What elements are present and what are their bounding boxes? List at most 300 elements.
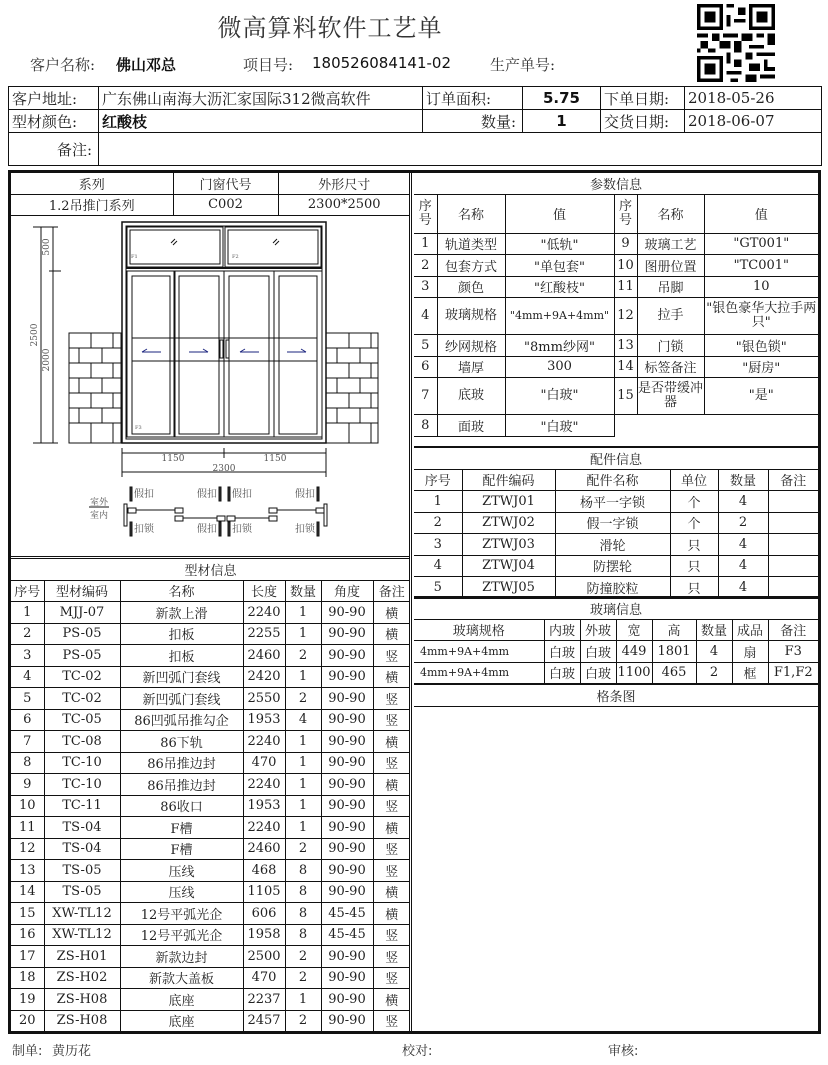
table-cell: TS-05	[44, 881, 120, 903]
table-cell: 框	[732, 662, 768, 684]
table-cell: 竖	[373, 946, 410, 968]
fake-lock-label: 假扣	[197, 489, 217, 500]
project-no-value: 180526084141-02	[312, 54, 452, 72]
fake-lock-label: 假扣	[197, 524, 217, 535]
table-cell: 2	[285, 946, 321, 968]
table-cell: 竖	[373, 967, 410, 989]
table-cell: 竖	[373, 709, 410, 731]
table-cell: 6	[414, 356, 437, 378]
table-row	[11, 860, 410, 882]
table-cell: 90-90	[321, 1010, 373, 1032]
table-cell: 2255	[243, 623, 285, 645]
table-cell: "是"	[704, 378, 818, 415]
table-cell: "银色豪华大拉手两只"	[704, 298, 818, 335]
column-header: 序号	[614, 194, 637, 233]
table-cell: ZS-H08	[44, 989, 120, 1011]
production-no-label: 生产单号:	[490, 56, 556, 74]
table-cell: 4mm+9A+4mm	[414, 662, 544, 684]
table-cell: 拉手	[637, 298, 704, 335]
table-cell: F1,F2	[768, 662, 818, 684]
table-cell	[768, 512, 818, 534]
table-cell: PS-05	[44, 623, 120, 645]
table-cell: 滑轮	[555, 534, 670, 556]
color-value: 红酸枝	[99, 110, 423, 133]
table-row	[11, 924, 410, 946]
color-label: 型材颜色:	[9, 110, 99, 133]
table-cell: ZTWJ04	[462, 555, 555, 577]
table-cell: 2457	[243, 1010, 285, 1032]
table-cell: 防撞胶粒	[555, 577, 670, 599]
table-cell: 12	[614, 298, 637, 335]
table-cell: 90-90	[321, 860, 373, 882]
table-cell: 4	[696, 641, 732, 663]
table-cell: "单包套"	[505, 255, 614, 277]
table-row	[11, 623, 410, 645]
table-cell: 横	[373, 731, 410, 753]
series-value: 1.2吊推门系列	[11, 194, 173, 216]
table-cell: 9	[614, 233, 637, 255]
table-cell: 横	[373, 623, 410, 645]
table-row	[414, 378, 818, 415]
remark-value	[99, 133, 822, 166]
table-cell: 横	[373, 817, 410, 839]
table-cell: 90-90	[321, 602, 373, 624]
dim-total-width: 2300	[212, 464, 236, 474]
table-cell: 449	[616, 641, 652, 663]
table-cell: 90-90	[321, 967, 373, 989]
column-header: 名称	[120, 580, 243, 602]
table-cell: 8	[285, 881, 321, 903]
table-row	[11, 1010, 410, 1032]
table-cell: 1100	[616, 662, 652, 684]
table-cell: 90-90	[321, 946, 373, 968]
table-cell: 9	[11, 774, 44, 796]
dimension-value: 2300*2500	[278, 194, 410, 216]
table-cell: 8	[414, 415, 437, 437]
table-cell: 2460	[243, 645, 285, 667]
table-cell: 1953	[243, 795, 285, 817]
table-cell: XW-TL12	[44, 924, 120, 946]
table-cell: 2	[414, 255, 437, 277]
maker-value: 黄历花	[52, 1044, 92, 1059]
table-row	[414, 662, 818, 684]
column-header: 值	[505, 194, 614, 233]
table-cell: 1801	[652, 641, 696, 663]
table-cell: 10	[614, 255, 637, 277]
table-cell: 白玻	[544, 662, 580, 684]
table-cell: 13	[614, 335, 637, 357]
table-cell: 15	[11, 903, 44, 925]
table-cell: 横	[373, 602, 410, 624]
table-cell: 只	[670, 577, 718, 599]
table-cell: 10	[704, 276, 818, 298]
table-row	[414, 335, 818, 357]
table-row	[414, 276, 818, 298]
customer-name-value: 佛山邓总	[116, 56, 177, 74]
table-cell: 吊脚	[637, 276, 704, 298]
dim-top-height: 500	[42, 238, 52, 256]
table-cell: 45-45	[321, 924, 373, 946]
table-row	[11, 903, 410, 925]
table-cell: 图册位置	[637, 255, 704, 277]
table-cell: 45-45	[321, 903, 373, 925]
table-cell: 1	[11, 602, 44, 624]
table-cell: 20	[11, 1010, 44, 1032]
table-cell: 1	[285, 795, 321, 817]
table-cell: 1	[285, 623, 321, 645]
table-row	[414, 298, 818, 335]
table-cell: "8mm纱网"	[505, 335, 614, 357]
table-cell	[768, 577, 818, 599]
table-cell: 606	[243, 903, 285, 925]
table-row	[414, 512, 818, 534]
table-cell: 18	[11, 967, 44, 989]
table-row	[11, 946, 410, 968]
window-drawing	[11, 215, 410, 555]
table-cell: 2240	[243, 731, 285, 753]
table-cell: F槽	[120, 838, 243, 860]
table-cell: 2	[414, 512, 462, 534]
series-header: 系列	[11, 173, 173, 194]
maker-label: 制单:	[12, 1044, 43, 1059]
table-cell: 标签备注	[637, 356, 704, 378]
table-cell: 新款上滑	[120, 602, 243, 624]
qty-value: 1	[523, 110, 601, 133]
table-cell: 2240	[243, 817, 285, 839]
params-header-row	[414, 194, 818, 233]
table-cell: 17	[11, 946, 44, 968]
table-cell: 竖	[373, 1010, 410, 1032]
table-cell: 2240	[243, 774, 285, 796]
lock-label: 扣锁	[232, 524, 252, 535]
table-cell: ZS-H02	[44, 967, 120, 989]
table-cell: 90-90	[321, 709, 373, 731]
table-row	[11, 774, 410, 796]
table-row	[414, 356, 818, 378]
table-cell: 2	[285, 688, 321, 710]
table-cell: 是否带缓冲器	[637, 378, 704, 415]
table-cell: 2550	[243, 688, 285, 710]
table-cell: TS-04	[44, 838, 120, 860]
table-cell: 1	[285, 774, 321, 796]
table-cell: 竖	[373, 688, 410, 710]
checker-label: 校对:	[402, 1044, 433, 1059]
table-row	[414, 491, 818, 513]
area-value: 5.75	[523, 87, 601, 110]
table-cell: 90-90	[321, 688, 373, 710]
table-cell: 新款边封	[120, 946, 243, 968]
table-cell: 2420	[243, 666, 285, 688]
column-header: 序号	[414, 194, 437, 233]
table-cell: 颜色	[437, 276, 505, 298]
order-info-table	[8, 86, 822, 166]
table-cell: 2	[285, 967, 321, 989]
table-cell: TC-05	[44, 709, 120, 731]
table-cell	[614, 415, 637, 437]
table-cell: 纱网规格	[437, 335, 505, 357]
table-cell: TS-04	[44, 817, 120, 839]
table-cell	[768, 534, 818, 556]
table-cell: TC-10	[44, 752, 120, 774]
table-row	[11, 795, 410, 817]
address-value: 广东佛山南海大沥汇家国际312微高软件	[99, 87, 423, 110]
table-cell: 90-90	[321, 623, 373, 645]
series-table	[11, 173, 410, 216]
table-cell: "TC001"	[704, 255, 818, 277]
table-cell: 新款大盖板	[120, 967, 243, 989]
table-cell: MJJ-07	[44, 602, 120, 624]
table-cell: 4	[718, 577, 768, 599]
table-cell: 90-90	[321, 817, 373, 839]
table-cell: 90-90	[321, 645, 373, 667]
table-cell: 1	[414, 233, 437, 255]
dim-bottom-height: 2000	[42, 348, 52, 372]
table-cell: 4	[414, 298, 437, 335]
table-cell: 白玻	[580, 641, 616, 663]
table-row	[414, 641, 818, 663]
table-cell: 468	[243, 860, 285, 882]
table-cell: 横	[373, 666, 410, 688]
profiles-table	[11, 559, 410, 1032]
table-cell: 新凹弧门套线	[120, 688, 243, 710]
table-cell: 14	[614, 356, 637, 378]
table-cell: 1953	[243, 709, 285, 731]
table-cell: 12号平弧光企	[120, 924, 243, 946]
profiles-header-row	[11, 580, 410, 602]
table-cell: 2	[11, 623, 44, 645]
table-cell: 防摆轮	[555, 555, 670, 577]
table-row	[11, 666, 410, 688]
handle-left	[220, 340, 223, 358]
column-header: 角度	[321, 580, 373, 602]
table-cell: 90-90	[321, 774, 373, 796]
table-cell: 4mm+9A+4mm	[414, 641, 544, 663]
table-cell: 竖	[373, 752, 410, 774]
table-cell: 12号平弧光企	[120, 903, 243, 925]
window-code-value: C002	[173, 194, 278, 216]
table-cell: 只	[670, 555, 718, 577]
table-cell: 90-90	[321, 795, 373, 817]
area-label: 订单面积:	[423, 87, 523, 110]
panel-label-f2: F2	[232, 254, 239, 260]
table-cell: 4	[285, 709, 321, 731]
column-header: 高	[652, 619, 696, 641]
table-cell: 3	[414, 276, 437, 298]
table-cell: 横	[373, 774, 410, 796]
table-cell: ZTWJ02	[462, 512, 555, 534]
table-row	[11, 731, 410, 753]
table-cell: 1	[285, 731, 321, 753]
window-frame	[122, 222, 326, 443]
hardware-table	[414, 446, 818, 599]
table-cell: ZTWJ01	[462, 491, 555, 513]
table-cell: 7	[414, 378, 437, 415]
table-cell: 86吊推边封	[120, 774, 243, 796]
table-row	[414, 577, 818, 599]
window-code-header: 门窗代号	[173, 173, 278, 194]
table-cell: 1105	[243, 881, 285, 903]
table-cell: 玻璃工艺	[637, 233, 704, 255]
table-cell: 假一字锁	[555, 512, 670, 534]
table-cell: 470	[243, 967, 285, 989]
table-cell: 1958	[243, 924, 285, 946]
table-cell: 压线	[120, 860, 243, 882]
lock-label: 扣锁	[134, 524, 154, 535]
order-date-label: 下单日期:	[601, 87, 685, 110]
table-cell: 玻璃规格	[437, 298, 505, 335]
table-cell: TC-02	[44, 688, 120, 710]
table-row	[414, 555, 818, 577]
dim-left-width: 1150	[161, 454, 185, 464]
table-cell: 2500	[243, 946, 285, 968]
table-cell: "低轨"	[505, 233, 614, 255]
table-row	[11, 881, 410, 903]
table-cell: 1	[285, 666, 321, 688]
table-cell: "银色锁"	[704, 335, 818, 357]
table-cell: 横	[373, 881, 410, 903]
table-row	[11, 688, 410, 710]
inside-label: 室内	[89, 511, 109, 521]
table-cell: 12	[11, 838, 44, 860]
column-header: 备注	[768, 619, 818, 641]
table-cell: 底座	[120, 989, 243, 1011]
glass-header-row	[414, 619, 818, 641]
column-header: 序号	[11, 580, 44, 602]
glass-table	[414, 596, 818, 707]
handle-right	[226, 340, 229, 358]
table-cell: 90-90	[321, 666, 373, 688]
table-cell: 470	[243, 752, 285, 774]
fake-lock-label: 假扣	[134, 489, 154, 500]
table-cell: 墙厚	[437, 356, 505, 378]
table-cell: 86凹弧吊推勾企	[120, 709, 243, 731]
table-cell: 3	[414, 534, 462, 556]
table-cell: 10	[11, 795, 44, 817]
table-cell: ZS-H08	[44, 1010, 120, 1032]
table-row	[11, 817, 410, 839]
table-cell: 底玻	[437, 378, 505, 415]
table-cell: 只	[670, 534, 718, 556]
table-cell	[768, 491, 818, 513]
table-cell: 横	[373, 903, 410, 925]
column-header: 内玻	[544, 619, 580, 641]
table-cell: 扣板	[120, 645, 243, 667]
table-cell: 1	[285, 817, 321, 839]
table-cell: 90-90	[321, 989, 373, 1011]
table-cell	[768, 555, 818, 577]
params-table	[414, 173, 818, 437]
table-row	[11, 989, 410, 1011]
table-cell: 4	[718, 491, 768, 513]
table-cell: 300	[505, 356, 614, 378]
delivery-date-label: 交货日期:	[601, 110, 685, 133]
column-header: 配件编码	[462, 469, 555, 491]
table-cell: 8	[285, 903, 321, 925]
grid-diagram-area	[414, 708, 818, 1031]
column-header: 备注	[768, 469, 818, 491]
table-cell: 压线	[120, 881, 243, 903]
column-header: 数量	[696, 619, 732, 641]
project-no-label: 项目号:	[243, 56, 294, 74]
table-cell: 新凹弧门套线	[120, 666, 243, 688]
table-cell: 竖	[373, 838, 410, 860]
address-label: 客户地址:	[9, 87, 99, 110]
table-cell: 1	[414, 491, 462, 513]
table-cell: 白玻	[544, 641, 580, 663]
table-cell: F3	[768, 641, 818, 663]
column-header: 数量	[718, 469, 768, 491]
table-cell: F槽	[120, 817, 243, 839]
table-row	[11, 752, 410, 774]
table-cell: 2	[285, 838, 321, 860]
table-cell: TC-10	[44, 774, 120, 796]
table-cell: 扇	[732, 641, 768, 663]
glass-title: 玻璃信息	[414, 597, 818, 619]
table-cell: "红酸枝"	[505, 276, 614, 298]
table-cell: 90-90	[321, 752, 373, 774]
table-cell: 7	[11, 731, 44, 753]
table-cell: 90-90	[321, 881, 373, 903]
lock-label: 扣锁	[295, 524, 315, 535]
table-cell: 轨道类型	[437, 233, 505, 255]
table-cell: 11	[11, 817, 44, 839]
table-cell: 竖	[373, 795, 410, 817]
dimension-header: 外形尺寸	[278, 173, 410, 194]
brick-wall-right	[326, 333, 378, 443]
table-cell: 2	[285, 645, 321, 667]
column-header: 数量	[285, 580, 321, 602]
table-cell: ZS-H01	[44, 946, 120, 968]
table-cell: 3	[11, 645, 44, 667]
hardware-header-row	[414, 469, 818, 491]
table-cell: 5	[414, 335, 437, 357]
delivery-date-value: 2018-06-07	[685, 110, 822, 133]
table-cell: 4	[11, 666, 44, 688]
qty-label: 数量:	[423, 110, 523, 133]
table-cell: 11	[614, 276, 637, 298]
table-cell: 个	[670, 512, 718, 534]
table-cell: "白玻"	[505, 378, 614, 415]
table-cell: 面玻	[437, 415, 505, 437]
table-cell: 14	[11, 881, 44, 903]
remark-label: 备注:	[9, 133, 99, 166]
column-header: 型材编码	[44, 580, 120, 602]
table-cell: 465	[652, 662, 696, 684]
table-cell: 2237	[243, 989, 285, 1011]
table-row	[414, 534, 818, 556]
table-cell: 门锁	[637, 335, 704, 357]
table-cell: 1	[285, 602, 321, 624]
dim-total-height: 2500	[30, 323, 40, 347]
table-cell: 90-90	[321, 731, 373, 753]
table-cell: 横	[373, 989, 410, 1011]
table-cell: 15	[614, 378, 637, 415]
column-header: 外玻	[580, 619, 616, 641]
title-text: 微高算料软件工艺单	[217, 14, 443, 42]
table-cell: 4	[414, 555, 462, 577]
table-cell: 2	[285, 1010, 321, 1032]
table-cell: 16	[11, 924, 44, 946]
page-title	[0, 8, 700, 43]
table-row	[414, 255, 818, 277]
table-row	[11, 838, 410, 860]
column-header: 配件名称	[555, 469, 670, 491]
table-row	[414, 233, 818, 255]
column-header: 序号	[414, 469, 462, 491]
column-header: 单位	[670, 469, 718, 491]
table-row	[11, 602, 410, 624]
brick-wall-left	[69, 333, 121, 443]
